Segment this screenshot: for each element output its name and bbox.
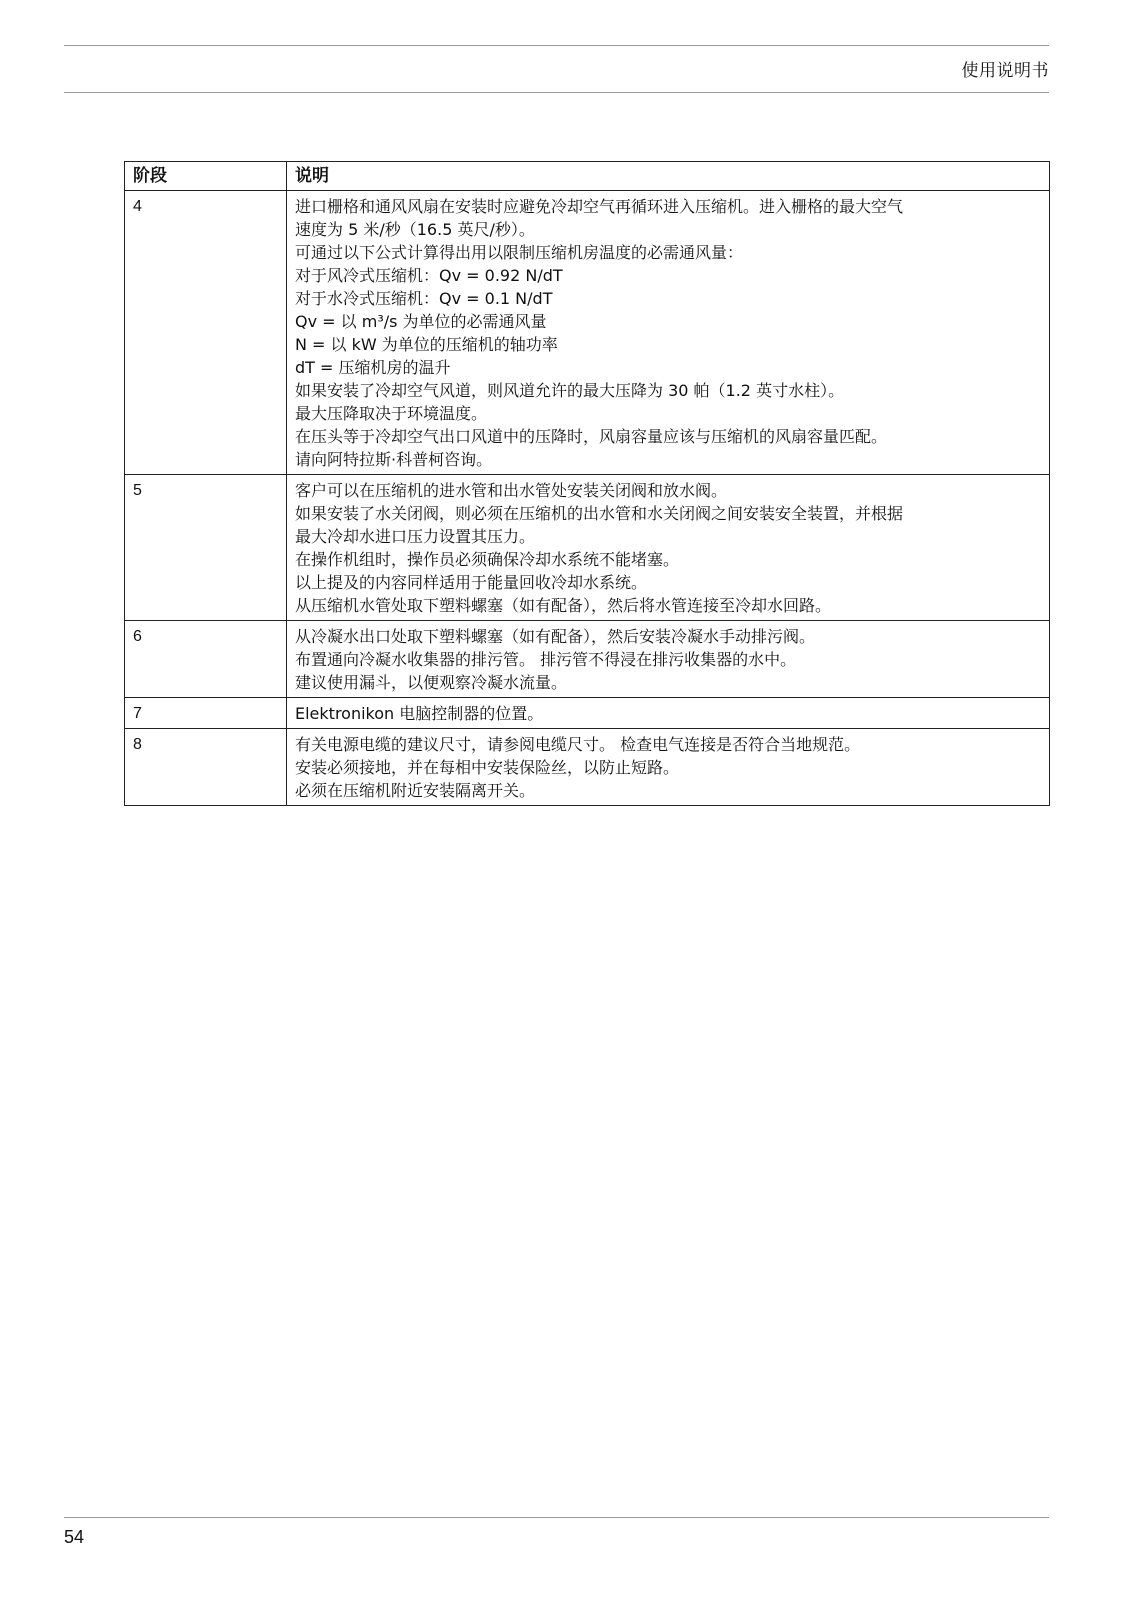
stage-number: 6 [125, 621, 287, 698]
description-line: 必须在压缩机附近安装隔离开关。 [295, 781, 536, 800]
table-row [125, 698, 1050, 729]
column-header-stage: 阶段 [125, 162, 287, 191]
table-row [125, 621, 1050, 698]
table-body [125, 191, 1050, 806]
description-line: 对于水冷式压缩机：Qv = 0.1 N/dT [295, 289, 553, 308]
description-line: 在压头等于冷却空气出口风道中的压降时，风扇容量应该与压缩机的风扇容量匹配。 [295, 427, 888, 446]
column-header-description: 说明 [287, 162, 1050, 191]
description-line: 从压缩机水管处取下塑料螺塞（如有配备），然后将水管连接至冷却水回路。 [295, 596, 832, 615]
description-line: 最大冷却水进口压力设置其压力。 [295, 527, 536, 546]
description-line: 速度为 5 米/秒（16.5 英尺/秒）。 [295, 220, 535, 239]
installation-steps-table [124, 161, 1050, 806]
description-line: 对于风冷式压缩机：Qv = 0.92 N/dT [295, 266, 563, 285]
description-line: 如果安装了水关闭阀，则必须在压缩机的出水管和水关闭阀之间安装安全装置，并根据 [295, 504, 904, 523]
stage-description [287, 475, 1050, 621]
table-row [125, 475, 1050, 621]
description-line: Qv = 以 m³/s 为单位的必需通风量 [295, 312, 547, 331]
header-top-rule [64, 45, 1049, 46]
description-line: 客户可以在压缩机的进水管和出水管处安装关闭阀和放水阀。 [295, 481, 728, 500]
description-line: 有关电源电缆的建议尺寸，请参阅电缆尺寸。 检查电气连接是否符合当地规范。 [295, 735, 861, 754]
stage-number: 5 [125, 475, 287, 621]
description-line: Elektronikon 电脑控制器的位置。 [295, 704, 544, 723]
description-line: 最大压降取决于环境温度。 [295, 404, 488, 423]
description-line: dT = 压缩机房的温升 [295, 358, 451, 377]
description-line: N = 以 kW 为单位的压缩机的轴功率 [295, 335, 558, 354]
stage-number: 8 [125, 729, 287, 806]
description-line: 请向阿特拉斯·科普柯咨询。 [295, 450, 493, 469]
header-bottom-rule [64, 92, 1049, 93]
stage-description [287, 621, 1050, 698]
page-number: 54 [64, 1527, 85, 1547]
table-header-row [125, 162, 1050, 191]
stage-description [287, 729, 1050, 806]
description-line: 在操作机组时，操作员必须确保冷却水系统不能堵塞。 [295, 550, 680, 569]
description-line: 安装必须接地，并在每相中安装保险丝，以防止短路。 [295, 758, 680, 777]
stage-number: 4 [125, 191, 287, 475]
stage-description [287, 698, 1050, 729]
description-line: 建议使用漏斗，以便观察冷凝水流量。 [295, 673, 568, 692]
table-row [125, 729, 1050, 806]
stage-number: 7 [125, 698, 287, 729]
description-line: 可通过以下公式计算得出用以限制压缩机房温度的必需通风量： [295, 243, 744, 262]
document-title: 使用说明书 [961, 61, 1049, 81]
description-line: 布置通向冷凝水收集器的排污管。 排污管不得浸在排污收集器的水中。 [295, 650, 797, 669]
description-line: 以上提及的内容同样适用于能量回收冷却水系统。 [295, 573, 648, 592]
table-row [125, 191, 1050, 475]
description-line: 从冷凝水出口处取下塑料螺塞（如有配备），然后安装冷凝水手动排污阀。 [295, 627, 816, 646]
description-line: 进口栅格和通风风扇在安装时应避免冷却空气再循环进入压缩机。进入栅格的最大空气 [295, 197, 904, 216]
footer-rule [64, 1517, 1049, 1518]
description-line: 如果安装了冷却空气风道，则风道允许的最大压降为 30 帕（1.2 英寸水柱）。 [295, 381, 845, 400]
stage-description [287, 191, 1050, 475]
